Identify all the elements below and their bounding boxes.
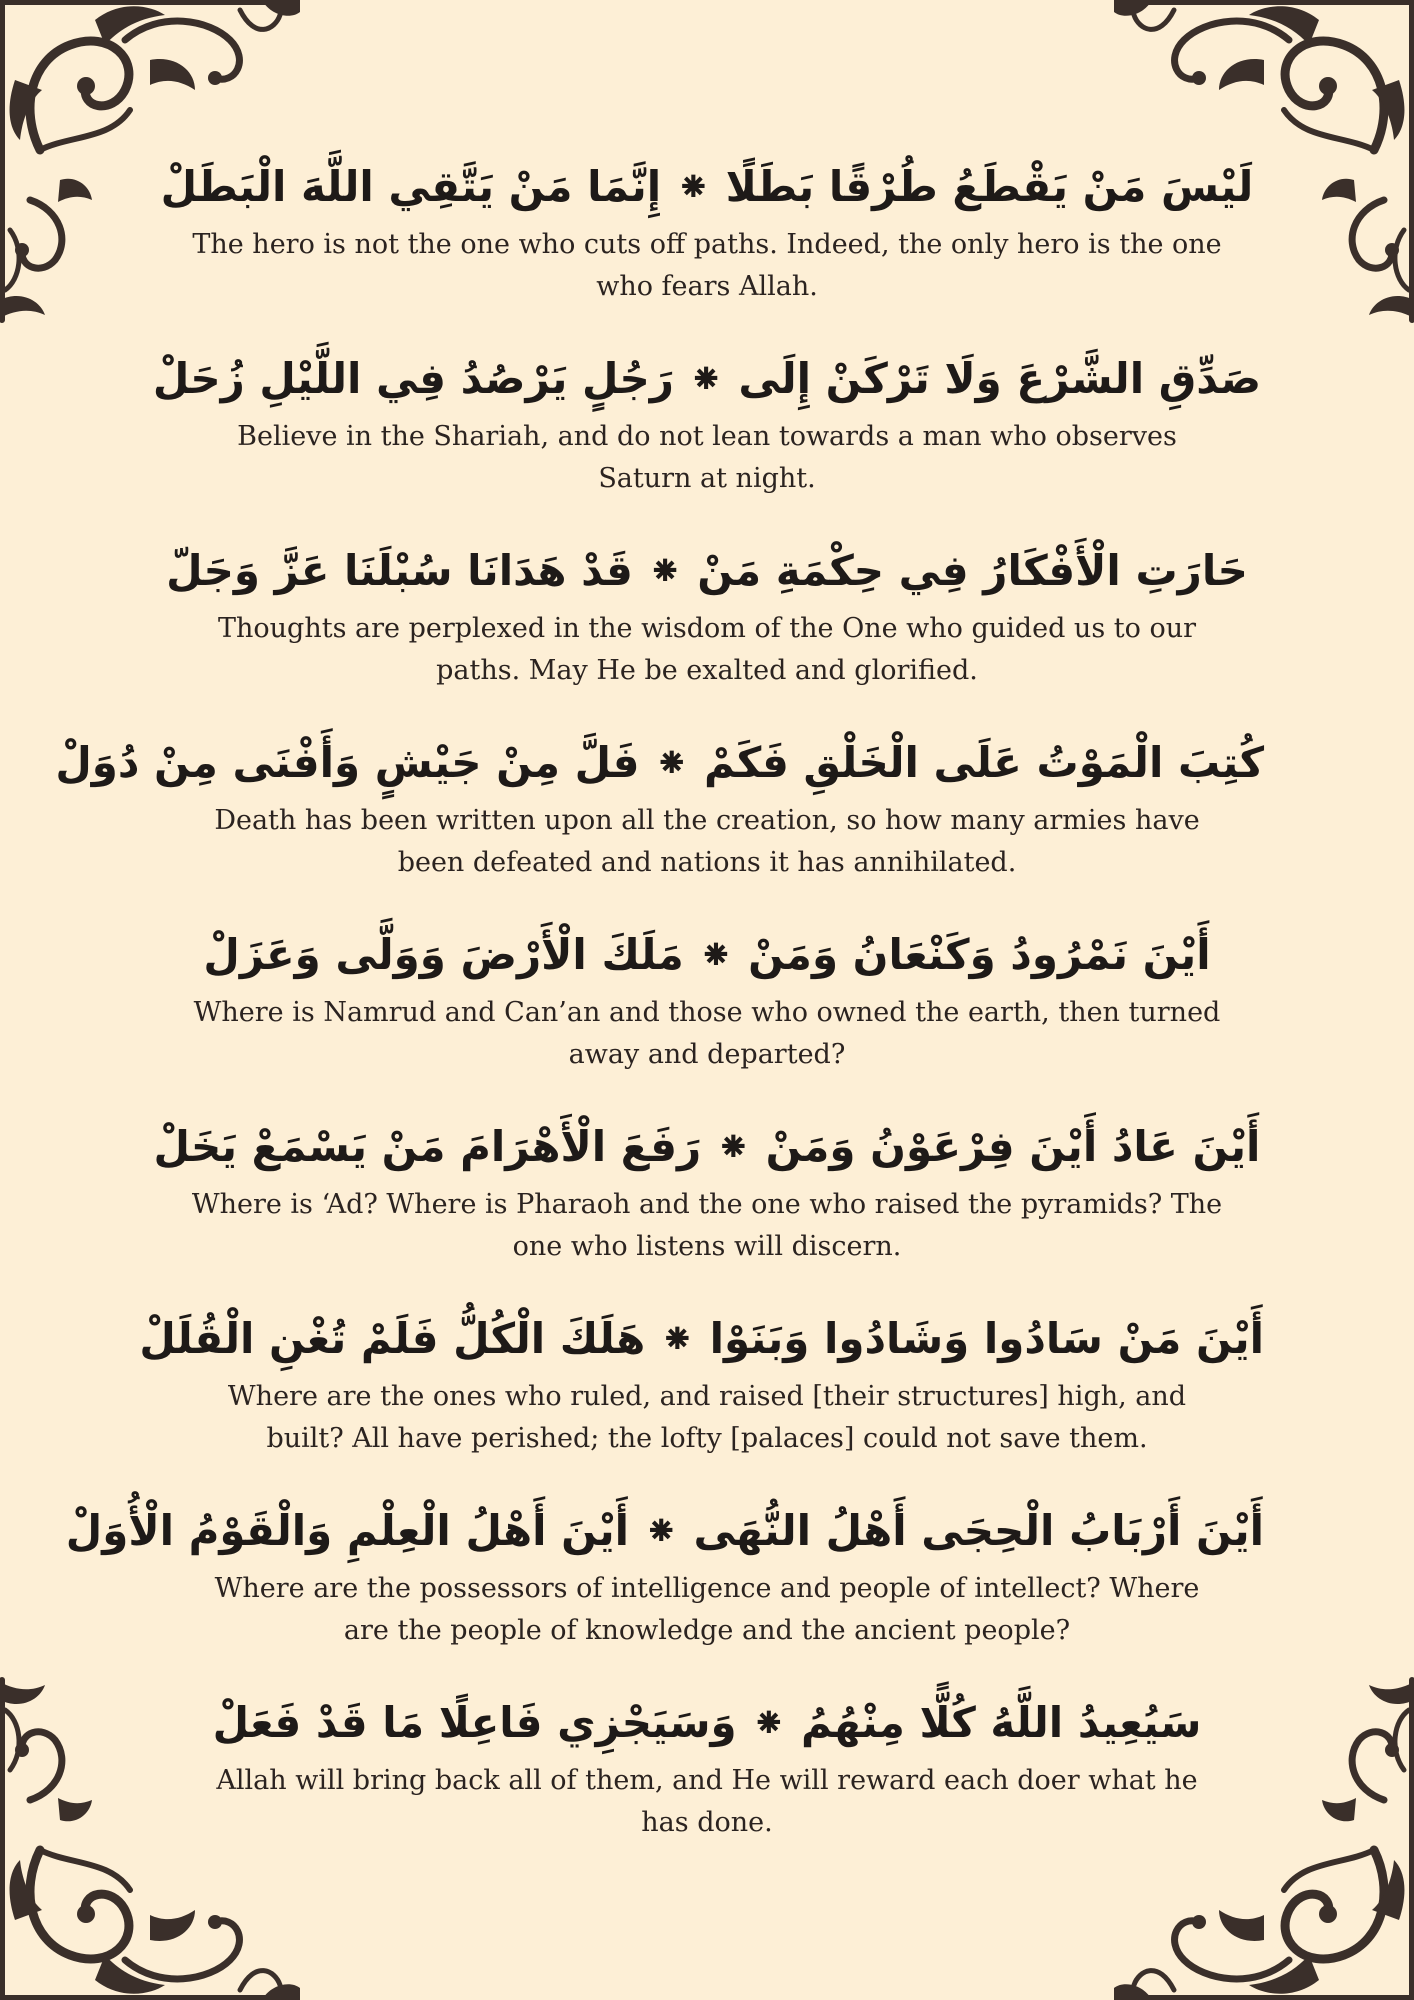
verse-8 [65, 1494, 1264, 1686]
english-translation: Where are the ones who ruled, and raised [their structures] high, and built? All have perished; the lofty [palaces] could not save them. [227, 1381, 1187, 1454]
english-translation: Death has been written upon all the creation, so how many armies have been defeated and nations it has annihilated. [214, 805, 1200, 878]
english-translation: Where is ‘Ad? Where is Pharaoh and the one who raised the pyramids? The one who listens will discern. [191, 1189, 1223, 1262]
arabic-verse: سَيُعِيدُ اللَّهُ كُلًّا مِنْهُمُ ⁕ وَسَيَجْزِي فَاعِلًا مَا قَدْ فَعَلْ [212, 1698, 1202, 1747]
verse-4 [55, 726, 1264, 918]
arabic-verse: لَيْسَ مَنْ يَقْطَعُ طُرْقًا بَطَلًا ⁕ إِنَّمَا مَنْ يَتَّقِي اللَّهَ الْبَطَلْ [160, 162, 1254, 211]
verse-7 [139, 1302, 1264, 1494]
verse-6 [150, 1110, 1264, 1302]
verse-5 [150, 918, 1264, 1110]
english-translation: The hero is not the one who cuts off paths. Indeed, the only hero is the one who fears Allah. [192, 229, 1222, 302]
english-translation: Where is Namrud and Can’an and those who owned the earth, then turned away and departed? [193, 997, 1221, 1070]
arabic-verse: حَارَتِ الْأَفْكَارُ فِي حِكْمَةِ مَنْ ⁕ قَدْ هَدَانَا سُبْلَنَا عَزَّ وَجَلّ [166, 546, 1248, 595]
english-translation: Thoughts are perplexed in the wisdom of the One who guided us to our paths. May He be exalted and glorified. [218, 613, 1196, 686]
arabic-verse: أَيْنَ نَمْرُودُ وَكَنْعَانُ وَمَنْ ⁕ مَلَكَ الْأَرْضَ وَوَلَّى وَعَزَلْ [203, 930, 1211, 979]
arabic-verse: أَيْنَ عَادُ أَيْنَ فِرْعَوْنُ وَمَنْ ⁕ رَفَعَ الْأَهْرَامَ مَنْ يَسْمَعْ يَخَلْ [153, 1122, 1261, 1171]
poem-content [55, 150, 1264, 1878]
verse-2 [150, 342, 1264, 534]
english-translation: Believe in the Shariah, and do not lean towards a man who observes Saturn at night. [237, 421, 1177, 494]
arabic-verse: كُتِبَ الْمَوْتُ عَلَى الْخَلْقِ فَكَمْ ⁕ فَلَّ مِنْ جَيْشٍ وَأَفْنَى مِنْ دُوَلْ [55, 738, 1264, 787]
arabic-verse: أَيْنَ مَنْ سَادُوا وَشَادُوا وَبَنَوْا ⁕ هَلَكَ الْكُلُّ فَلَمْ تُغْنِ الْقُلَلْ [139, 1314, 1264, 1363]
arabic-verse: أَيْنَ أَرْبَابُ الْحِجَى أَهْلُ النُّهَى ⁕ أَيْنَ أَهْلُ الْعِلْمِ وَالْقَوْمُ الْأُوَلْ [65, 1506, 1264, 1555]
english-translation: Where are the possessors of intelligence and people of intellect? Where are the people of knowledge and the ancient people? [214, 1573, 1200, 1646]
verse-9 [150, 1686, 1264, 1878]
arabic-verse: صَدِّقِ الشَّرْعَ وَلَا تَرْكَنْ إِلَى ⁕ رَجُلٍ يَرْصُدُ فِي اللَّيْلِ زُحَلْ [152, 354, 1262, 403]
english-translation: Allah will bring back all of them, and He will reward each doer what he has done. [216, 1765, 1198, 1838]
verse-3 [150, 534, 1264, 726]
verse-1 [150, 150, 1264, 342]
